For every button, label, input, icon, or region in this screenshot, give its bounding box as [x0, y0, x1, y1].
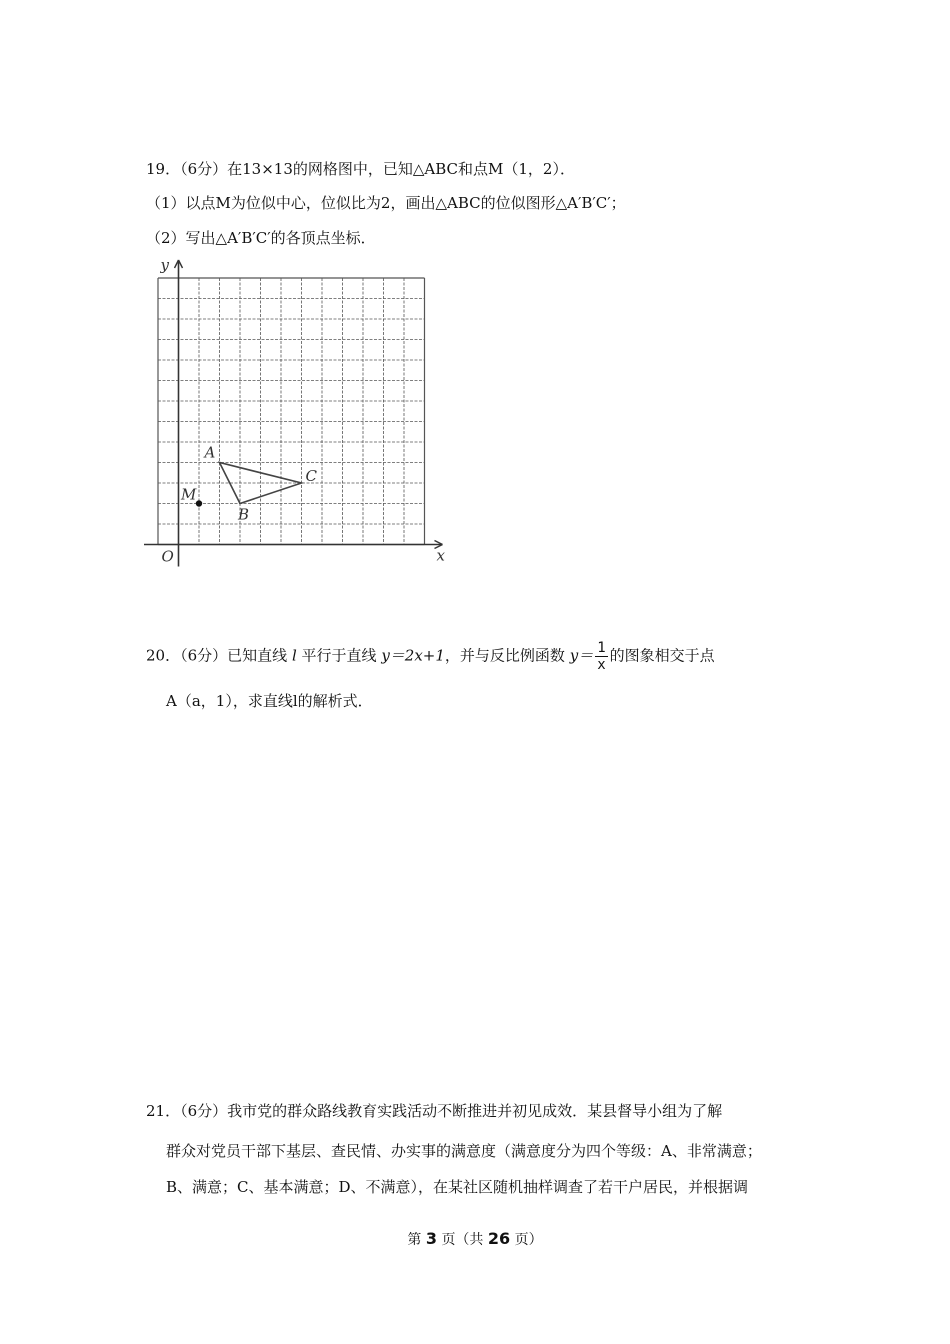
question-21-line-3: B、满意；C、基本满意；D、不满意），在某社区随机抽样调查了若干户居民，并根据调 — [166, 1178, 749, 1196]
question-20-line-2: A（a，1），求直线l的解析式． — [166, 692, 373, 710]
footer-text: 页） — [514, 1232, 543, 1248]
question-number: 19． — [146, 160, 181, 178]
y-axis-label: y — [160, 256, 169, 274]
page-number: 3 — [425, 1229, 437, 1248]
footer-text: 页（共 — [441, 1232, 484, 1248]
point-label-c: C — [305, 467, 317, 485]
figure-labels — [160, 256, 446, 566]
question-number: 21． — [146, 1102, 181, 1120]
question-21-stem — [146, 1100, 722, 1122]
text: 平行于直线 — [301, 646, 377, 665]
question-score: （6分） — [180, 1102, 228, 1120]
question-score: （6分） — [180, 160, 228, 178]
fraction-numerator: 1 — [597, 640, 606, 656]
fraction — [595, 640, 607, 673]
question-21-line-2: 群众对党员干部下基层、查民情、办实事的满意度（满意度分为四个等级：A、非常满意； — [166, 1142, 762, 1160]
point-label-b: B — [238, 505, 250, 524]
point-m — [196, 500, 202, 506]
question-19-part-2: （2）写出△A′B′C′的各顶点坐标． — [146, 229, 376, 247]
question-20-stem — [146, 640, 715, 673]
fraction-denominator: x — [597, 657, 606, 673]
equation: y＝ — [569, 646, 594, 665]
question-score: （6分） — [180, 646, 228, 665]
question-text: 在13×13的网格图中，已知△ABC和点M（1，2）． — [227, 160, 575, 178]
text: 的图象相交于点 — [609, 646, 715, 665]
total-pages: 26 — [487, 1229, 511, 1248]
question-number: 20． — [146, 646, 181, 665]
point-label-m: M — [181, 485, 197, 504]
x-axis-label: x — [436, 546, 445, 565]
question-19-part-1: （1）以点M为位似中心，位似比为2，画出△ABC的位似图形△A′B′C′； — [146, 194, 626, 212]
coordinate-grid-figure — [140, 252, 450, 572]
footer-text: 第 — [407, 1232, 422, 1248]
variable-l: l — [291, 646, 297, 665]
text: 已知直线 — [227, 646, 288, 665]
question-text: 我市党的群众路线教育实践活动不断推进并初见成效．某县督导小组为了解 — [227, 1102, 723, 1120]
text: ，并与反比例函数 — [444, 646, 565, 665]
point-label-a: A — [204, 443, 216, 462]
equation: y＝2x+1 — [381, 646, 445, 665]
triangle-abc — [196, 463, 302, 507]
page-footer — [0, 1228, 950, 1251]
question-19-stem — [146, 158, 575, 180]
origin-label: O — [161, 547, 174, 566]
axes — [144, 260, 443, 567]
